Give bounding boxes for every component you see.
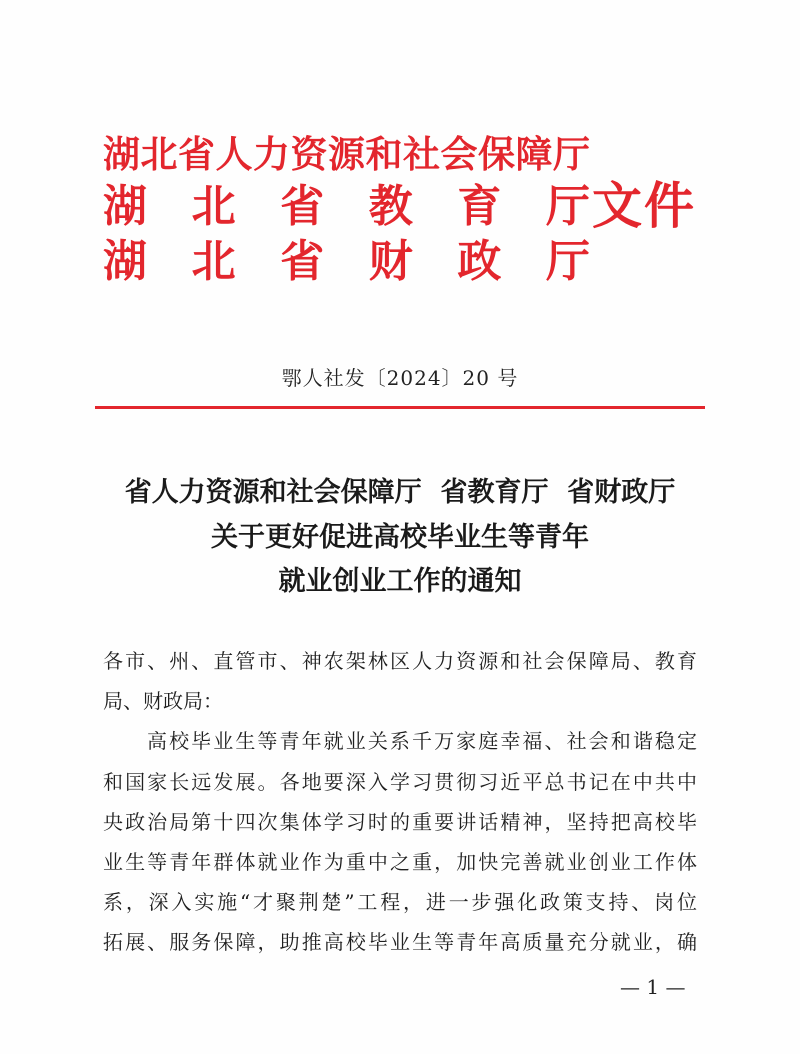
title-line: 省人力资源和社会保障厅 省教育厅 省财政厅 bbox=[124, 477, 676, 508]
red-divider-line bbox=[95, 406, 705, 409]
document-number: 鄂人社发〔2024〕20 号 bbox=[281, 366, 519, 390]
title-line: 就业创业工作的通知 bbox=[278, 566, 522, 597]
issuer-header-line-3: 湖北省财政厅 bbox=[103, 236, 590, 287]
page-number: — 1 — bbox=[620, 975, 686, 999]
title-line: 关于更好促进高校毕业生等青年 bbox=[211, 521, 589, 553]
body-line: 业生等青年群体就业作为重中之重，加快完善就业创业工作体 bbox=[103, 849, 697, 874]
body-line: 央政治局第十四次集体学习时的重要讲话精神，坚持把高校毕 bbox=[103, 809, 697, 834]
document-title bbox=[0, 471, 800, 605]
issuer-header-line-1: 湖北省人力资源和社会保障厅 bbox=[103, 133, 590, 176]
document-body bbox=[103, 641, 697, 963]
salutation-line: 局、财政局： bbox=[103, 689, 223, 714]
salutation-line: 各市、州、直管市、神农架林区人力资源和社会保障局、教育 bbox=[103, 649, 697, 673]
issuer-header-line-2: 湖北省教育厅 bbox=[103, 181, 590, 232]
body-line: 系，深入实施“才聚荆楚”工程，进一步强化政策支持、岗位 bbox=[103, 890, 697, 915]
body-line: 和国家长远发展。各地要深入学习贯彻习近平总书记在中共中 bbox=[103, 769, 697, 794]
body-line: 高校毕业生等青年就业关系千万家庭幸福、社会和谐稳定 bbox=[147, 729, 697, 754]
issuer-header-suffix: 文件 bbox=[592, 177, 694, 235]
body-line: 拓展、服务保障，助推高校毕业生等青年高质量充分就业，确 bbox=[103, 930, 697, 955]
